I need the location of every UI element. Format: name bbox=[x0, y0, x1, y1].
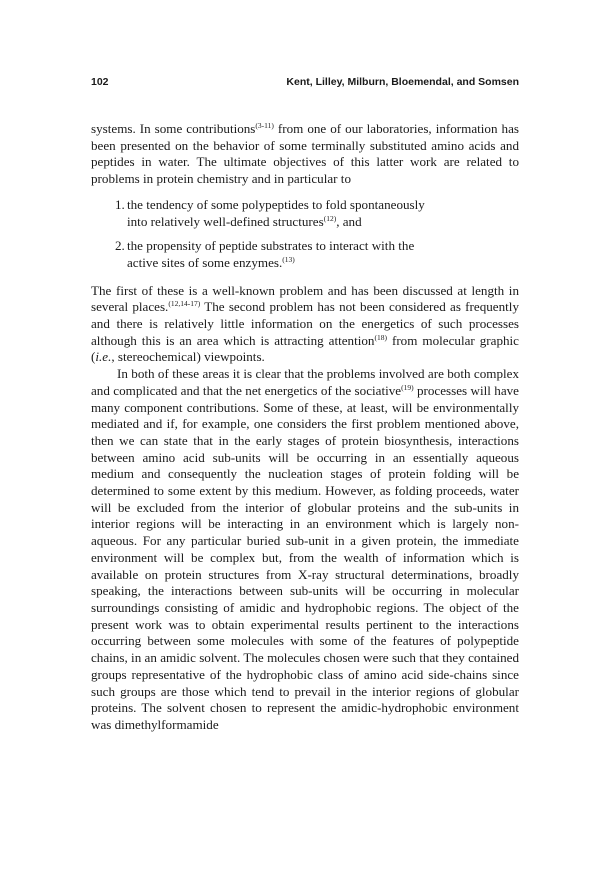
list-number: 2. bbox=[115, 238, 125, 254]
body-text bbox=[91, 121, 519, 734]
text-run: from molecular graphic ( bbox=[91, 332, 519, 365]
paragraph bbox=[91, 121, 519, 188]
list-text bbox=[127, 197, 445, 230]
citation: (3-11) bbox=[255, 121, 274, 130]
citation: (13) bbox=[282, 254, 295, 264]
list-item bbox=[115, 197, 445, 230]
citation: (12,14-17) bbox=[168, 299, 201, 309]
citation: (19) bbox=[401, 382, 414, 392]
paragraph bbox=[91, 283, 519, 367]
text-run: systems. In some contributions bbox=[91, 121, 256, 136]
text-run: the propensity of peptide substrates to interact with the active sites of some enzymes. bbox=[127, 238, 415, 270]
italic-text: i.e. bbox=[95, 349, 112, 365]
citation: (12) bbox=[323, 213, 337, 223]
text-run: from one of our laboratories, information has been presented on the behavior of some terminally substituted amino acids and peptides in water. The ultimate objectives of this latter work are related to problems in protein chemistry and in particular to bbox=[91, 121, 519, 187]
running-head: Kent, Lilley, Milburn, Bloemendal, and Somsen bbox=[286, 76, 519, 88]
text-run: The first of these is a well-known problem and has been discussed at length in several places. bbox=[91, 282, 519, 315]
text-run: processes will have many component contributions. Some of these, at least, will be environmentally mediated and if, for example, one considers the first problem mentioned above, then we can state that in the early stages of protein biosynthesis, interactions between amino acid sub-units will be occurring in an essentially aqueous medium and consequently the nucleation stages of protein folding will be determined to some extent by this medium. However, as folding proceeds, water will be excluded from the interior of globular proteins and the sub-units in interior regions will be interacting in an environment which is largely non-aqueous. For any particular buried sub-unit in a given protein, the immediate environment will be complex but, from the wealth of information which is available on protein structures from X-ray structural determinations, broadly speaking, the interactions between sub-units will be occurring in molecular surroundings consisting of amidic and hydrophobic regions. The object of the present work was to obtain experimental results pertinent to the interactions occurring between some molecules with some of the features of polypeptide chains, in an amidic solvent. The molecules chosen were such that they contained groups representative of the hydrophobic class of amino acid side-chains since such groups are those which tend to prevail in the interior regions of globular proteins. The solvent chosen to represent the amidic-hydrophobic environment was dimethylformamide bbox=[91, 382, 519, 732]
list-text bbox=[127, 238, 445, 271]
paragraph bbox=[91, 366, 519, 733]
list-item bbox=[115, 238, 445, 271]
citation: (18) bbox=[374, 332, 387, 342]
page-number: 102 bbox=[91, 76, 109, 88]
text-run: , and bbox=[336, 213, 362, 229]
list-number: 1. bbox=[115, 196, 125, 212]
text-run: , stereochemical) viewpoints. bbox=[111, 349, 265, 365]
text-run: the tendency of some polypeptides to fold spontaneously into relatively well-defined structures bbox=[127, 196, 425, 229]
text-run: In both of these areas it is clear that the problems involved are both complex and complicated and that the net energetics of the sociative bbox=[91, 366, 519, 398]
text-run: The second problem has not been considered as frequently and there is relatively little information on the energetics of such processes although this is an area which is attracting attention bbox=[91, 299, 519, 348]
numbered-list bbox=[115, 197, 519, 272]
